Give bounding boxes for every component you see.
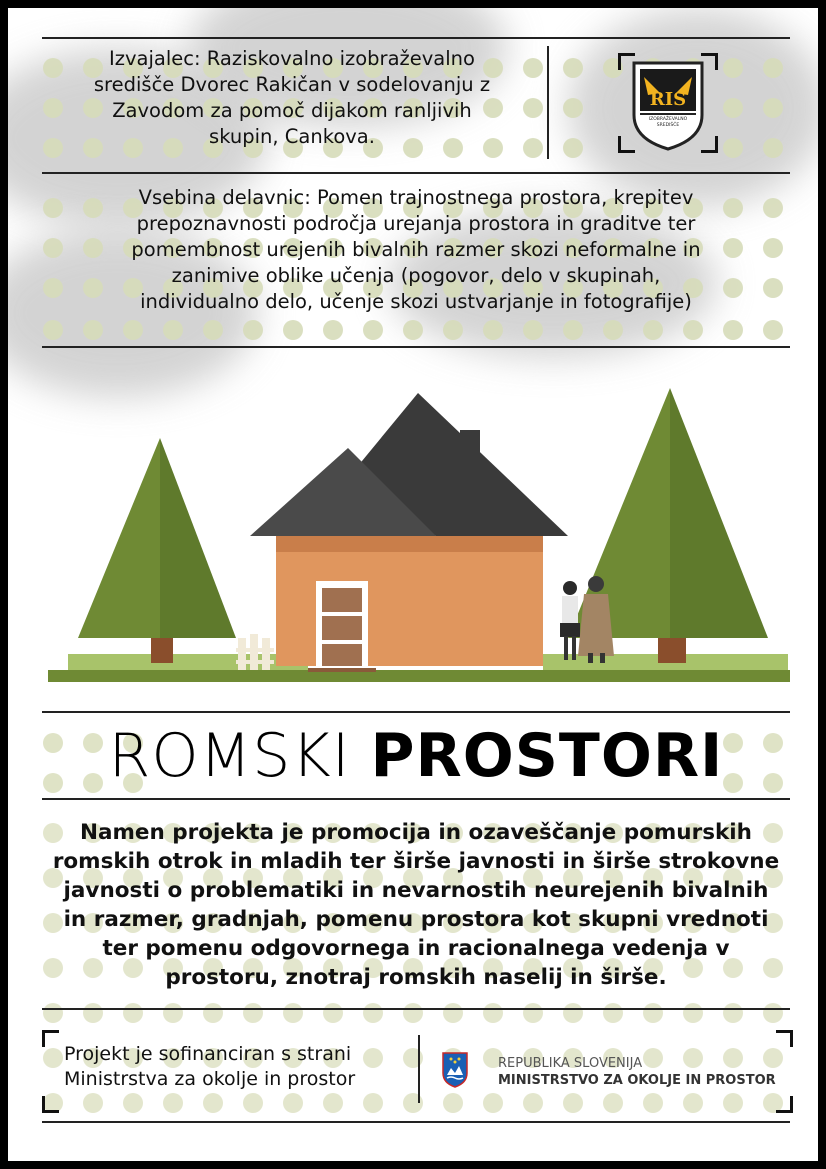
cofinance-text — [64, 1042, 404, 1092]
workshop-line: Vsebina delavnic: Pomen trajnostnega prostora, krepitev — [138, 186, 694, 209]
purpose-line: javnosti o problematiki in nevarnostih neurejenih bivalnih — [63, 878, 769, 903]
vertical-divider — [418, 1035, 420, 1103]
title-light: ROMSKI — [108, 721, 351, 791]
workshop-line: zanimive oblike učenja (pogovor, delo v skupinah, — [171, 264, 661, 287]
purpose-line: in razmer, gradnjah, pomenu prostora kot skupni vrednoti — [63, 907, 769, 932]
frame-corner — [42, 1096, 59, 1113]
workshop-line: individualno delo, učenje skozi ustvarjanje in fotografije) — [140, 290, 692, 313]
logo-subtext: IZOBRAŽEVALNO SREDIŠČE — [648, 117, 688, 128]
house-icon — [250, 393, 568, 672]
purpose-line: Namen projekta je promocija in ozaveščanje pomurskih — [79, 820, 752, 845]
divider — [42, 711, 790, 713]
title-bold: PROSTORI — [370, 721, 724, 791]
fence-icon — [236, 634, 274, 670]
ris-logo — [618, 53, 718, 153]
workshop-line: prepoznavnosti področja urejanja prostora in graditve ter — [136, 212, 696, 235]
divider — [42, 172, 790, 174]
divider — [42, 1008, 790, 1010]
frame-corner — [776, 1096, 793, 1113]
implementer-line: skupin, Cankova. — [209, 125, 375, 148]
vertical-divider — [547, 46, 549, 159]
slovenia-coat-of-arms-icon — [440, 1051, 470, 1089]
purpose-line: ter pomenu odgovornega in racionalnega vedenja v — [102, 936, 730, 961]
republic-label: REPUBLIKA SLOVENIJA — [498, 1056, 643, 1071]
divider — [42, 1121, 790, 1123]
divider — [42, 37, 790, 39]
cofinance-line: Projekt je sofinanciran s strani — [64, 1043, 352, 1065]
cofinance-line: Ministrstva za okolje in prostor — [64, 1068, 356, 1090]
workshop-line: pomembnost urejenih bivalnih razmer skozi neformalne in — [131, 238, 701, 261]
divider — [42, 346, 790, 348]
implementer-text — [42, 46, 542, 150]
frame-corner — [776, 1030, 793, 1047]
tree-icon — [78, 438, 236, 663]
project-purpose — [42, 818, 790, 992]
flyer-page — [8, 8, 818, 1161]
ministry-label: MINISTRSTVO ZA OKOLJE IN PROSTOR — [498, 1073, 776, 1088]
house-illustration — [8, 378, 818, 688]
implementer-line: Izvajalec: Raziskovalno izobraževalno — [109, 47, 475, 70]
purpose-line: prostoru, znotraj romskih naselij in širše. — [165, 965, 667, 990]
implementer-line: središče Dvorec Rakičan v sodelovanju z — [93, 73, 491, 96]
ground — [48, 670, 790, 682]
logo-text: RIS — [649, 89, 687, 110]
divider — [42, 798, 790, 800]
poster-title — [42, 715, 790, 797]
purpose-line: romskih otrok in mladih ter širše javnosti in širše strokovne — [52, 849, 780, 874]
implementer-line: Zavodom za pomoč dijakom ranljivih — [112, 99, 472, 122]
workshop-content — [42, 185, 790, 315]
frame-corner — [42, 1030, 59, 1047]
